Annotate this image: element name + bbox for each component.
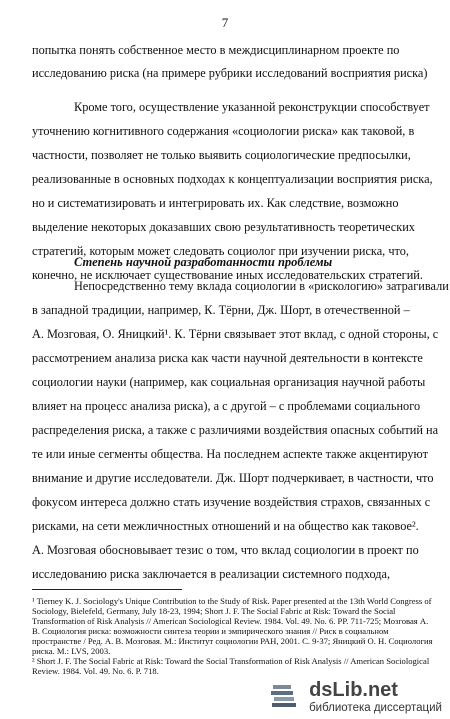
body-line: А. Мозговая обосновывает тезис о том, что вклад социологии в проект по: [32, 543, 419, 557]
body-line: те или иные сегменты общества. На последнем аспекте также акцентируют: [32, 447, 428, 461]
footnote-line: Transformation of Risk Analysis // American Sociological Review. 1984. Vol. 49. No. 6. PP. 711-725; Мозговая А.: [32, 616, 429, 626]
body-line: в западной традиции, например, К. Тёрни, Дж. Шорт, в отечественной –: [32, 303, 410, 317]
body-line: попытка понять собственное место в междисциплинарном проекте по: [32, 43, 400, 57]
footnote-line: В. Социология риска: возможности синтеза теории и эмпирического знания // Риск в социальном: [32, 626, 389, 636]
body-line: распределения риска, а также с различиями воздействия опасных событий на: [32, 423, 439, 437]
body-line: влияет на процесс анализа риска), а с другой – с проблемами социального: [32, 399, 421, 413]
section-heading: Степень научной разработанности проблемы: [74, 255, 333, 269]
body-line: Кроме того, осуществление указанной реконструкции способствует: [74, 100, 430, 114]
body-line: исследованию риска заключается в реализации системного подхода,: [32, 567, 391, 581]
body-line: рисками, на сети межличностных отношений и на общество как таковое².: [32, 519, 419, 533]
body-line: уточнению когнитивного содержания «социологии риска» как таковой, в: [32, 124, 415, 138]
body-line: внимание и другие исследователи. Дж. Шорт подчеркивает, в частности, что: [32, 471, 434, 485]
watermark-text: библиотека диссертаций: [309, 701, 442, 714]
body-line: реализованные в основных подходах к концептуализации восприятия риска,: [32, 172, 433, 186]
body-line: социологии науки (например, как социальная организация научной работы: [32, 375, 426, 389]
page-number: 7: [221, 15, 229, 30]
watermark-logo: dsLib.net: [309, 678, 398, 701]
body-line: выделение некоторых доказавших свою результативность теоретических: [32, 220, 415, 234]
footnote-line: ² Short J. F. The Social Fabric at Risk: Toward the Social Transformation of Risk Analysis // American Sociological: [32, 656, 430, 666]
body-line: А. Мозговая, О. Яницкий¹. К. Тёрни связывает этот вклад, с одной стороны, с: [32, 327, 439, 341]
body-line: стратегий, которым может следовать социолог при изучении риска, что,: [32, 244, 409, 258]
watermark[interactable]: [269, 678, 442, 714]
body-line: но и систематизировать и интегрировать их. Как следствие, возможно: [32, 196, 399, 210]
footnote-line: Review. 1984. Vol. 49. No. 6. P. 718.: [32, 666, 159, 676]
body-line: Непосредственно тему вклада социологии в «рискологию» затрагивали: [74, 279, 449, 293]
book-stack-icon: [269, 681, 305, 711]
footnote-line: ¹ Tierney K. J. Sociology's Unique Contribution to the Study of Risk. Paper presented at the 13th World Congress of: [32, 596, 432, 606]
footnote-line: Sociology, Bielefeld, Germany, July 18-23, 1994; Short J. F. The Social Fabric at Risk: Toward the Social: [32, 606, 396, 616]
body-line: исследованию риска (на примере рубрики исследований восприятия риска): [32, 66, 428, 80]
body-line: фокусом интереса должно стать изучение воздействия страхов, связанных с: [32, 495, 431, 509]
body-line: конечно, не исключает существование иных исследовательских стратегий.: [32, 268, 423, 282]
footnote-line: пространстве / Ред. А. В. Мозговая. М.: Институт социологии РАН, 2001. С. 9-37; Яницкий О. Н. Социология: [32, 636, 433, 646]
footnote-line: риска. М.: LVS, 2003.: [32, 646, 111, 656]
body-line: частности, позволяет не только выявить социологические предпосылки,: [32, 148, 411, 162]
footnote-rule: [32, 589, 182, 590]
body-line: рассмотрением анализа риска как части научной деятельности в контексте: [32, 351, 423, 365]
